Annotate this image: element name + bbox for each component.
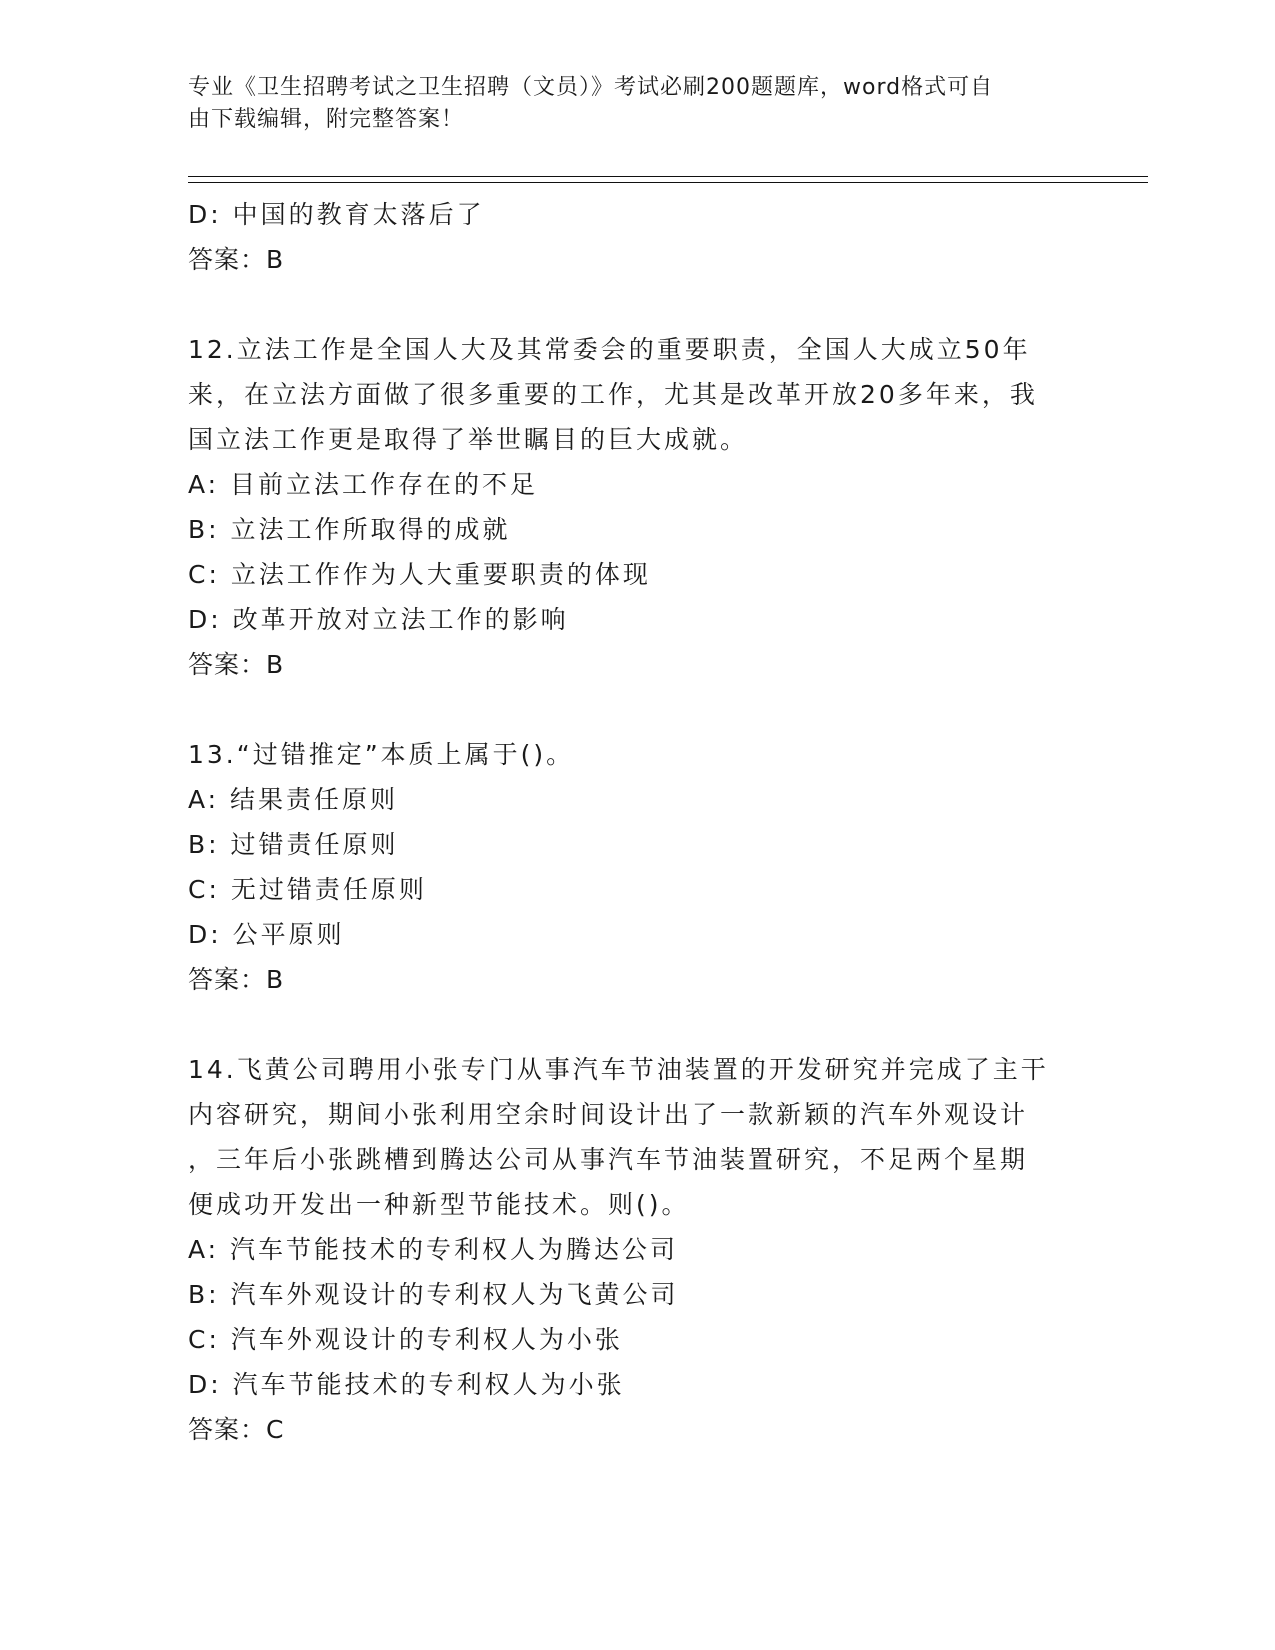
- question-stem-line: 国立法工作更是取得了举世瞩目的巨大成就。: [188, 425, 749, 454]
- question-stem-line: 12.立法工作是全国人大及其常委会的重要职责，全国人大成立50年: [188, 335, 1031, 364]
- answer-line: 答案：B: [188, 245, 285, 274]
- option-b: B: 汽车外观设计的专利权人为飞黄公司: [188, 1280, 679, 1309]
- header-line-1: 专业《卫生招聘考试之卫生招聘（文员）》考试必刷200题题库，word格式可自: [188, 75, 994, 100]
- document-header: [188, 72, 1068, 136]
- question-13: [188, 732, 1068, 1002]
- question-stem-line: 来，在立法方面做了很多重要的工作，尤其是改革开放20多年来，我: [188, 380, 1038, 409]
- answer-line: 答案：B: [188, 965, 285, 994]
- answer-line: 答案：C: [188, 1415, 285, 1444]
- header-line-2: 由下载编辑，附完整答案！: [188, 107, 465, 132]
- question-stem-line: 便成功开发出一种新型节能技术。则()。: [188, 1190, 690, 1219]
- option-d: D: 公平原则: [188, 920, 345, 949]
- option-c: C: 汽车外观设计的专利权人为小张: [188, 1325, 623, 1354]
- option-d: D: 中国的教育太落后了: [188, 200, 485, 229]
- option-b: B: 立法工作所取得的成就: [188, 515, 511, 544]
- answer-line: 答案：B: [188, 650, 285, 679]
- header-divider-top: [188, 176, 1148, 177]
- question-14: [188, 1047, 1068, 1452]
- question-stem-line: 14.飞黄公司聘用小张专门从事汽车节油装置的开发研究并完成了主干: [188, 1055, 1049, 1084]
- question-content: [188, 192, 1068, 1452]
- option-c: C: 无过错责任原则: [188, 875, 427, 904]
- question-gap: [188, 687, 1068, 732]
- option-a: A: 目前立法工作存在的不足: [188, 470, 539, 499]
- option-a: A: 结果责任原则: [188, 785, 399, 814]
- question-gap: [188, 1002, 1068, 1047]
- option-c: C: 立法工作作为人大重要职责的体现: [188, 560, 651, 589]
- option-a: A: 汽车节能技术的专利权人为腾达公司: [188, 1235, 679, 1264]
- question-stem-line: 13.“过错推定”本质上属于()。: [188, 740, 575, 769]
- question-12: [188, 327, 1068, 687]
- header-divider-bottom: [188, 182, 1148, 183]
- option-d: D: 改革开放对立法工作的影响: [188, 605, 569, 634]
- option-b: B: 过错责任原则: [188, 830, 399, 859]
- question-stem-line: ，三年后小张跳槽到腾达公司从事汽车节油装置研究，不足两个星期: [188, 1145, 1029, 1174]
- question-stem-line: 内容研究，期间小张利用空余时间设计出了一款新颖的汽车外观设计: [188, 1100, 1029, 1129]
- question-gap: [188, 282, 1068, 327]
- option-d: D: 汽车节能技术的专利权人为小张: [188, 1370, 625, 1399]
